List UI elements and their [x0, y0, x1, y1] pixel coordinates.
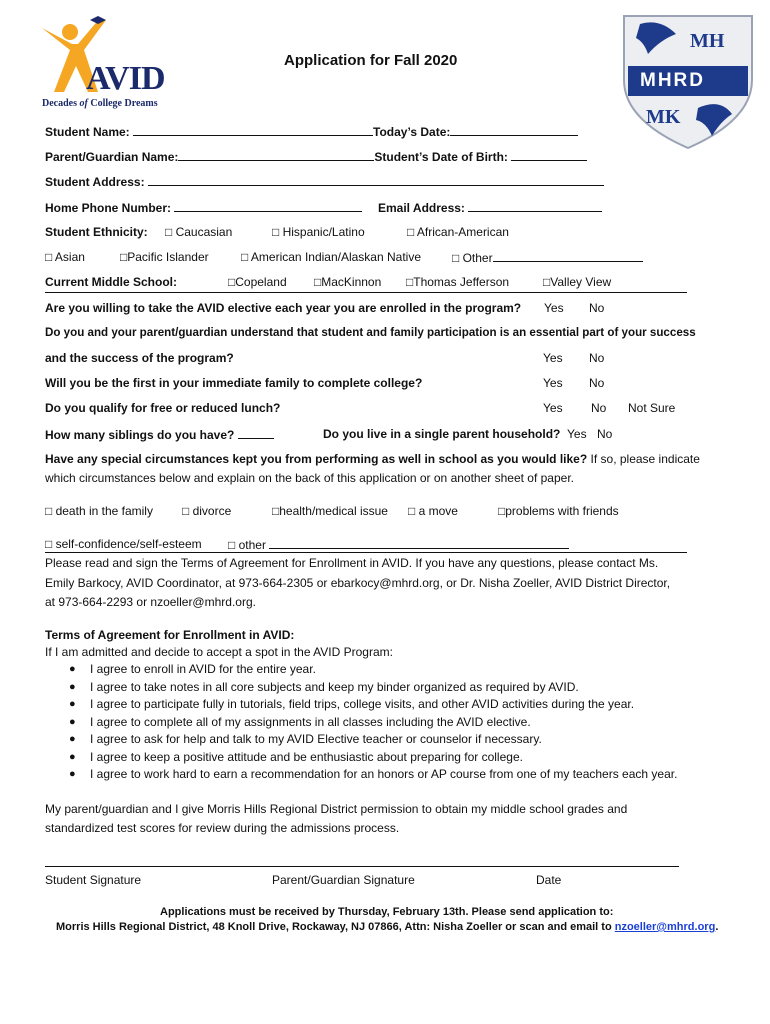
q2-no[interactable]: No: [589, 351, 605, 365]
q4-no[interactable]: No: [591, 401, 607, 415]
circ-death[interactable]: □ death in the family: [45, 504, 153, 518]
parent-signature-label: Parent/Guardian Signature: [272, 873, 415, 887]
instructions-line2: Emily Barkocy, AVID Coordinator, at 973-664-2305 or ebarkocy@mhrd.org, or Dr. Nisha Zoeller, AVID District Director,: [45, 576, 671, 590]
q2-yes[interactable]: Yes: [543, 351, 563, 365]
q3-no[interactable]: No: [589, 376, 605, 390]
bullet-icon: ●: [69, 733, 76, 745]
q3-yes[interactable]: Yes: [543, 376, 563, 390]
home-phone-field[interactable]: Home Phone Number:: [45, 200, 362, 215]
school-thomas-jefferson[interactable]: □Thomas Jefferson: [406, 275, 510, 289]
parent-name-field[interactable]: Parent/Guardian Name: Student’s Date of Birth:: [45, 149, 587, 164]
ethnicity-african-american[interactable]: □ African-American: [407, 225, 509, 239]
permission-line2: standardized test scores for review during the admissions process.: [45, 821, 400, 835]
q1-no[interactable]: No: [589, 301, 605, 315]
circumstances-question: Have any special circumstances kept you from performing as well in school as you would like? If so, please indicate: [45, 452, 700, 466]
avid-logo-word: AVID: [86, 60, 165, 97]
divider-2: [45, 552, 687, 553]
divider: [45, 292, 687, 293]
ethnicity-asian[interactable]: □ Asian: [45, 250, 85, 264]
circ-other[interactable]: □ other: [228, 537, 569, 552]
circ-self-esteem[interactable]: □ self-confidence/self-esteem: [45, 537, 202, 551]
avid-logo: [40, 14, 200, 112]
bullet-icon: ●: [69, 698, 76, 710]
circ-move[interactable]: □ a move: [408, 504, 458, 518]
question-lunch: Do you qualify for free or reduced lunch?: [45, 401, 281, 415]
terms-item: I agree to work hard to earn a recommendation for an honors or AP course from one of my teachers each year.: [90, 767, 678, 781]
student-signature-label: Student Signature: [45, 873, 142, 887]
signature-line[interactable]: [45, 866, 679, 867]
bullet-icon: ●: [69, 768, 76, 780]
school-valley-view[interactable]: □Valley View: [543, 275, 612, 289]
instructions-line1: Please read and sign the Terms of Agreement for Enrollment in AVID. If you have any questions, please contact Ms.: [45, 556, 659, 570]
ethnicity-american-indian[interactable]: □ American Indian/Alaskan Native: [241, 250, 422, 264]
terms-item: I agree to take notes in all core subjects and keep my binder organized as required by AVID.: [90, 680, 579, 694]
terms-heading: Terms of Agreement for Enrollment in AVID:: [45, 628, 295, 642]
circ-divorce[interactable]: □ divorce: [182, 504, 232, 518]
question-participation-cont: and the success of the program?: [45, 351, 234, 365]
question-avid-elective: Are you willing to take the AVID elective each year you are enrolled in the program?: [45, 301, 522, 315]
circ-health[interactable]: □health/medical issue: [272, 504, 388, 518]
mhrd-middle: MHRD: [640, 70, 705, 91]
footer-deadline: Applications must be received by Thursday, February 13th. Please send application to:: [160, 906, 614, 918]
question-first-college: Will you be the first in your immediate family to complete college?: [45, 376, 423, 390]
date-label: Date: [536, 873, 562, 887]
page-title: Application for Fall 2020: [284, 52, 458, 69]
student-name-field[interactable]: Student Name: Today’s Date:: [45, 124, 578, 139]
question-single-parent: Do you live in a single parent household?: [323, 427, 561, 441]
bullet-icon: ●: [69, 716, 76, 728]
bullet-icon: ●: [69, 681, 76, 693]
question-siblings[interactable]: How many siblings do you have?: [45, 427, 274, 442]
circ-friends[interactable]: □problems with friends: [498, 504, 619, 518]
ethnicity-other[interactable]: □ Other: [452, 250, 643, 265]
school-copeland[interactable]: □Copeland: [228, 275, 287, 289]
terms-item: I agree to complete all of my assignments in all classes including the AVID elective.: [90, 715, 531, 729]
q4-yes[interactable]: Yes: [543, 401, 563, 415]
bullet-icon: ●: [69, 663, 76, 675]
q6-no[interactable]: No: [597, 427, 613, 441]
footer-address: Morris Hills Regional District, 48 Knoll Drive, Rockaway, NJ 07866, Attn: Nisha Zoeller or scan and email to nzoeller@mhrd.org.: [56, 921, 719, 933]
terms-item: I agree to keep a positive attitude and be enthusiastic about preparing for college.: [90, 750, 523, 764]
instructions-line3: at 973-664-2293 or nzoeller@mhrd.org.: [45, 595, 256, 609]
avid-tagline: Decades of College Dreams: [42, 98, 158, 109]
question-participation: Do you and your parent/guardian understand that student and family participation is an essential part of your success: [45, 326, 696, 339]
bullet-icon: ●: [69, 751, 76, 763]
terms-item: I agree to ask for help and talk to my AVID Elective teacher or counselor if necessary.: [90, 732, 542, 746]
email-field[interactable]: Email Address:: [378, 200, 602, 215]
address-field[interactable]: Student Address:: [45, 174, 604, 189]
middle-school-label: Current Middle School:: [45, 275, 177, 289]
ethnicity-hispanic[interactable]: □ Hispanic/Latino: [272, 225, 365, 239]
terms-intro: If I am admitted and decide to accept a spot in the AVID Program:: [45, 645, 393, 659]
ethnicity-label: Student Ethnicity:: [45, 225, 148, 239]
ethnicity-caucasian[interactable]: □ Caucasian: [165, 225, 233, 239]
q6-yes[interactable]: Yes: [567, 427, 587, 441]
school-mackinnon[interactable]: □MacKinnon: [314, 275, 382, 289]
mhrd-bottom: MK: [646, 106, 681, 128]
ethnicity-pacific-islander[interactable]: □Pacific Islander: [120, 250, 209, 264]
circumstances-question-line2: which circumstances below and explain on the back of this application or on another sheet of paper.: [45, 471, 574, 485]
permission-line1: My parent/guardian and I give Morris Hills Regional District permission to obtain my middle school grades and: [45, 802, 628, 816]
terms-item: I agree to participate fully in tutorials, field trips, college visits, and other AVID activities during the year.: [90, 697, 635, 711]
q1-yes[interactable]: Yes: [544, 301, 564, 315]
mhrd-top: MH: [690, 30, 725, 52]
q4-not-sure[interactable]: Not Sure: [628, 401, 676, 415]
footer-email-link[interactable]: nzoeller@mhrd.org: [614, 921, 716, 933]
mhrd-logo: [620, 10, 756, 152]
terms-item: I agree to enroll in AVID for the entire year.: [90, 662, 316, 676]
